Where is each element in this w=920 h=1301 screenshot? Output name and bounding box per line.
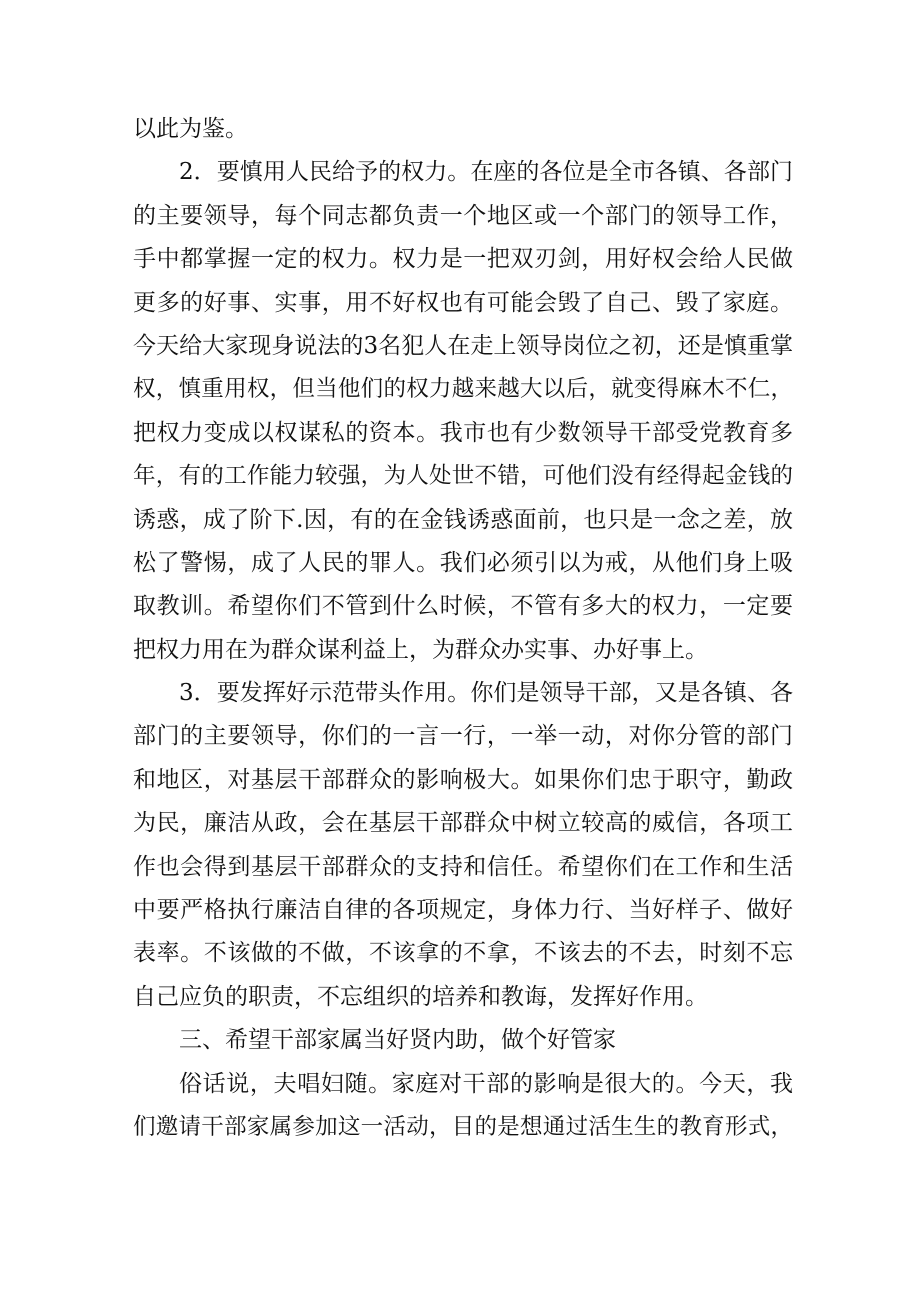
paragraph-line: 松了警惕，成了人民的罪人。我们必须引以为戒，从他们身上吸 — [133, 549, 793, 576]
paragraph-line: 更多的好事、实事，用不好权也有可能会毁了自己、毁了家庭。 — [133, 289, 793, 316]
paragraph-line: 俗话说，夫唱妇随。家庭对干部的影响是很大的。今天，我 — [179, 1070, 793, 1097]
paragraph-line: 诱惑，成了阶下.因，有的在金钱诱惑面前，也只是一念之差，放 — [133, 506, 793, 533]
paragraph-line: 手中都掌握一定的权力。权力是一把双刃剑，用好权会给人民做 — [133, 246, 793, 273]
paragraph-line: 权，慎重用权，但当他们的权力越来越大以后，就变得麻木不仁， — [133, 376, 793, 403]
section-heading: 三、希望干部家属当好贤内助，做个好管家 — [179, 1027, 616, 1054]
paragraph-line: 表率。不该做的不做，不该拿的不拿，不该去的不去，时刻不忘 — [133, 940, 793, 967]
paragraph-line: 2．要慎用人民给予的权力。在座的各位是全市各镇、各部门 — [179, 159, 793, 186]
paragraph-line: 部门的主要领导，你们的一言一行，一举一动，对你分管的部门 — [133, 723, 793, 750]
paragraph-line: 作也会得到基层干部群众的支持和信任。希望你们在工作和生活 — [133, 853, 793, 880]
paragraph-line: 3．要发挥好示范带头作用。你们是领导干部，又是各镇、各 — [179, 680, 793, 707]
paragraph-line: 年，有的工作能力较强，为人处世不错，可他们没有经得起金钱的 — [133, 463, 793, 490]
paragraph-line: 今天给大家现身说法的3名犯人在走上领导岗位之初，还是慎重掌 — [133, 332, 793, 359]
paragraph-line: 为民，廉洁从政，会在基层干部群众中树立较高的威信，各项工 — [133, 810, 793, 837]
paragraph-line: 中要严格执行廉洁自律的各项规定，身体力行、当好样子、做好 — [133, 897, 793, 924]
paragraph-line: 自己应负的职责，不忘组织的培养和教诲，发挥好作用。 — [133, 983, 708, 1010]
paragraph-line: 和地区，对基层干部群众的影响极大。如果你们忠于职守，勤政 — [133, 766, 793, 793]
paragraph-line: 把权力变成以权谋私的资本。我市也有少数领导干部受党教育多 — [133, 419, 793, 446]
paragraph-line: 把权力用在为群众谋利益上，为群众办实事、办好事上。 — [133, 636, 708, 663]
body-text — [133, 108, 793, 1149]
paragraph-line: 们邀请干部家属参加这一活动，目的是想通过活生生的教育形式， — [133, 1113, 793, 1140]
paragraph-line: 以此为鉴。 — [133, 116, 248, 142]
paragraph-line: 取教训。希望你们不管到什么时候，不管有多大的权力，一定要 — [133, 593, 793, 620]
paragraph-line: 的主要领导，每个同志都负责一个地区或一个部门的领导工作， — [133, 202, 793, 229]
